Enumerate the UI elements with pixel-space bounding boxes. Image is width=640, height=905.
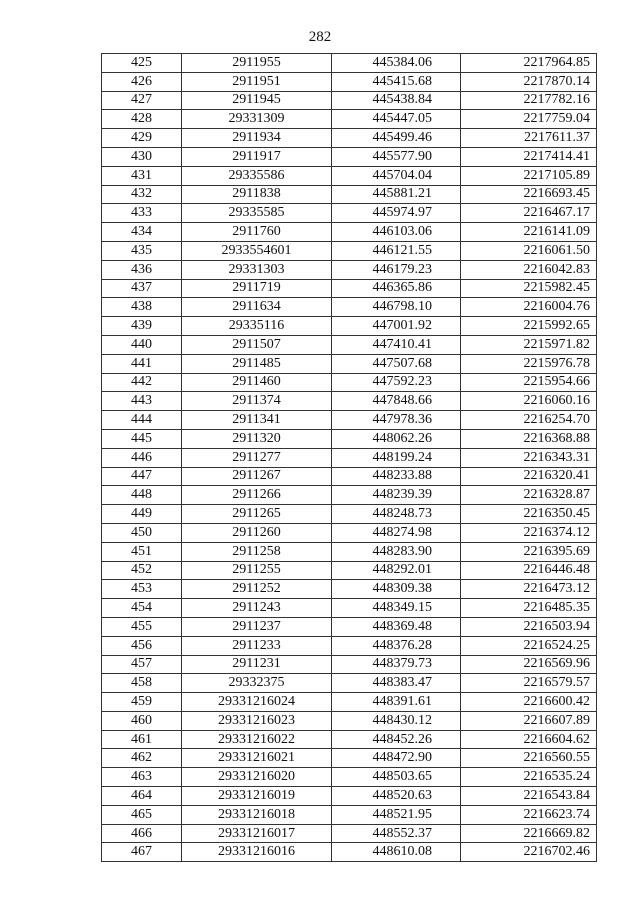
row-index-cell: 456 <box>102 636 182 655</box>
row-index-cell: 464 <box>102 787 182 806</box>
page-number: 282 <box>308 29 332 45</box>
table-row <box>102 749 597 768</box>
row-index-cell: 450 <box>102 523 182 542</box>
coordinates-table-body <box>102 54 597 862</box>
row-index-cell: 441 <box>102 354 182 373</box>
point-id-cell: 29331216024 <box>182 693 332 712</box>
coord-x-cell: 447410.41 <box>332 335 461 354</box>
table-row <box>102 711 597 730</box>
row-index-cell: 425 <box>102 54 182 73</box>
row-index-cell: 426 <box>102 72 182 91</box>
coord-y-cell: 2215971.82 <box>461 335 597 354</box>
coord-x-cell: 445577.90 <box>332 147 461 166</box>
point-id-cell: 2911917 <box>182 147 332 166</box>
point-id-cell: 29335585 <box>182 204 332 223</box>
row-index-cell: 431 <box>102 166 182 185</box>
point-id-cell: 29331216017 <box>182 824 332 843</box>
point-id-cell: 2911237 <box>182 617 332 636</box>
point-id-cell: 2911460 <box>182 373 332 392</box>
coord-y-cell: 2216374.12 <box>461 523 597 542</box>
table-row <box>102 317 597 336</box>
point-id-cell: 2911258 <box>182 542 332 561</box>
row-index-cell: 457 <box>102 655 182 674</box>
table-row <box>102 392 597 411</box>
coord-x-cell: 445704.04 <box>332 166 461 185</box>
point-id-cell: 2911267 <box>182 467 332 486</box>
coord-y-cell: 2216560.55 <box>461 749 597 768</box>
coord-y-cell: 2216535.24 <box>461 768 597 787</box>
table-row <box>102 561 597 580</box>
coordinates-table <box>101 53 597 862</box>
table-row <box>102 542 597 561</box>
point-id-cell: 2911719 <box>182 279 332 298</box>
coord-y-cell: 2216061.50 <box>461 241 597 260</box>
coord-x-cell: 448379.73 <box>332 655 461 674</box>
row-index-cell: 429 <box>102 129 182 148</box>
coord-y-cell: 2216669.82 <box>461 824 597 843</box>
table-row <box>102 411 597 430</box>
coord-x-cell: 448292.01 <box>332 561 461 580</box>
point-id-cell: 29331216023 <box>182 711 332 730</box>
table-row <box>102 373 597 392</box>
row-index-cell: 437 <box>102 279 182 298</box>
row-index-cell: 447 <box>102 467 182 486</box>
coord-x-cell: 448283.90 <box>332 542 461 561</box>
coord-y-cell: 2216320.41 <box>461 467 597 486</box>
point-id-cell: 2911760 <box>182 223 332 242</box>
coord-y-cell: 2216702.46 <box>461 843 597 862</box>
point-id-cell: 2911934 <box>182 129 332 148</box>
point-id-cell: 2911243 <box>182 599 332 618</box>
row-index-cell: 449 <box>102 505 182 524</box>
point-id-cell: 2911252 <box>182 580 332 599</box>
coord-x-cell: 445447.05 <box>332 110 461 129</box>
point-id-cell: 29331216022 <box>182 730 332 749</box>
table-row <box>102 768 597 787</box>
coord-y-cell: 2216467.17 <box>461 204 597 223</box>
table-row <box>102 505 597 524</box>
row-index-cell: 448 <box>102 486 182 505</box>
row-index-cell: 445 <box>102 429 182 448</box>
coord-x-cell: 445974.97 <box>332 204 461 223</box>
table-row <box>102 824 597 843</box>
table-row <box>102 54 597 73</box>
table-row <box>102 805 597 824</box>
coord-y-cell: 2216328.87 <box>461 486 597 505</box>
coord-x-cell: 448369.48 <box>332 617 461 636</box>
point-id-cell: 2911231 <box>182 655 332 674</box>
table-row <box>102 429 597 448</box>
table-row <box>102 674 597 693</box>
row-index-cell: 428 <box>102 110 182 129</box>
table-row <box>102 166 597 185</box>
row-index-cell: 459 <box>102 693 182 712</box>
row-index-cell: 452 <box>102 561 182 580</box>
coord-x-cell: 448472.90 <box>332 749 461 768</box>
point-id-cell: 2911260 <box>182 523 332 542</box>
table-row <box>102 204 597 223</box>
coord-x-cell: 446121.55 <box>332 241 461 260</box>
coord-x-cell: 447001.92 <box>332 317 461 336</box>
point-id-cell: 2911945 <box>182 91 332 110</box>
coord-x-cell: 448610.08 <box>332 843 461 862</box>
coord-y-cell: 2216543.84 <box>461 787 597 806</box>
row-index-cell: 453 <box>102 580 182 599</box>
coord-y-cell: 2216473.12 <box>461 580 597 599</box>
coord-y-cell: 2217611.37 <box>461 129 597 148</box>
coord-y-cell: 2216395.69 <box>461 542 597 561</box>
coord-x-cell: 448430.12 <box>332 711 461 730</box>
coord-x-cell: 448274.98 <box>332 523 461 542</box>
row-index-cell: 451 <box>102 542 182 561</box>
coord-x-cell: 448521.95 <box>332 805 461 824</box>
table-row <box>102 467 597 486</box>
coord-x-cell: 445384.06 <box>332 54 461 73</box>
coord-x-cell: 446365.86 <box>332 279 461 298</box>
point-id-cell: 29335586 <box>182 166 332 185</box>
point-id-cell: 29331216018 <box>182 805 332 824</box>
coord-x-cell: 448349.15 <box>332 599 461 618</box>
table-row <box>102 730 597 749</box>
table-row <box>102 580 597 599</box>
table-row <box>102 655 597 674</box>
table-row <box>102 335 597 354</box>
coord-y-cell: 2217870.14 <box>461 72 597 91</box>
coord-x-cell: 446103.06 <box>332 223 461 242</box>
point-id-cell: 29335116 <box>182 317 332 336</box>
coord-y-cell: 2216350.45 <box>461 505 597 524</box>
table-row <box>102 223 597 242</box>
row-index-cell: 438 <box>102 298 182 317</box>
coord-y-cell: 2215976.78 <box>461 354 597 373</box>
point-id-cell: 2911265 <box>182 505 332 524</box>
coord-x-cell: 447507.68 <box>332 354 461 373</box>
point-id-cell: 2911955 <box>182 54 332 73</box>
coord-y-cell: 2216368.88 <box>461 429 597 448</box>
coord-y-cell: 2216579.57 <box>461 674 597 693</box>
point-id-cell: 2911838 <box>182 185 332 204</box>
table-row <box>102 448 597 467</box>
coord-y-cell: 2216042.83 <box>461 260 597 279</box>
coord-y-cell: 2217782.16 <box>461 91 597 110</box>
coord-y-cell: 2215992.65 <box>461 317 597 336</box>
point-id-cell: 29331216021 <box>182 749 332 768</box>
coord-y-cell: 2215954.66 <box>461 373 597 392</box>
point-id-cell: 29331309 <box>182 110 332 129</box>
coord-y-cell: 2215982.45 <box>461 279 597 298</box>
point-id-cell: 2911277 <box>182 448 332 467</box>
row-index-cell: 465 <box>102 805 182 824</box>
coord-x-cell: 445415.68 <box>332 72 461 91</box>
coord-y-cell: 2216060.16 <box>461 392 597 411</box>
coord-y-cell: 2216446.48 <box>461 561 597 580</box>
row-index-cell: 458 <box>102 674 182 693</box>
coord-x-cell: 448199.24 <box>332 448 461 467</box>
coord-x-cell: 446179.23 <box>332 260 461 279</box>
coord-y-cell: 2216485.35 <box>461 599 597 618</box>
point-id-cell: 2911485 <box>182 354 332 373</box>
table-row <box>102 787 597 806</box>
row-index-cell: 430 <box>102 147 182 166</box>
coord-x-cell: 445881.21 <box>332 185 461 204</box>
point-id-cell: 2911507 <box>182 335 332 354</box>
coord-x-cell: 447848.66 <box>332 392 461 411</box>
row-index-cell: 440 <box>102 335 182 354</box>
coord-x-cell: 445499.46 <box>332 129 461 148</box>
coord-y-cell: 2216254.70 <box>461 411 597 430</box>
table-row <box>102 523 597 542</box>
coord-y-cell: 2216607.89 <box>461 711 597 730</box>
coord-y-cell: 2216141.09 <box>461 223 597 242</box>
row-index-cell: 446 <box>102 448 182 467</box>
row-index-cell: 442 <box>102 373 182 392</box>
table-row <box>102 636 597 655</box>
row-index-cell: 444 <box>102 411 182 430</box>
point-id-cell: 2911341 <box>182 411 332 430</box>
coord-x-cell: 448452.26 <box>332 730 461 749</box>
coord-y-cell: 2216569.96 <box>461 655 597 674</box>
coord-x-cell: 448233.88 <box>332 467 461 486</box>
point-id-cell: 2911233 <box>182 636 332 655</box>
row-index-cell: 427 <box>102 91 182 110</box>
coord-x-cell: 448391.61 <box>332 693 461 712</box>
row-index-cell: 466 <box>102 824 182 843</box>
point-id-cell: 29331216020 <box>182 768 332 787</box>
coord-x-cell: 448376.28 <box>332 636 461 655</box>
point-id-cell: 29331216016 <box>182 843 332 862</box>
table-row <box>102 260 597 279</box>
row-index-cell: 454 <box>102 599 182 618</box>
coord-y-cell: 2216524.25 <box>461 636 597 655</box>
coord-y-cell: 2217964.85 <box>461 54 597 73</box>
coord-y-cell: 2216343.31 <box>461 448 597 467</box>
point-id-cell: 2911374 <box>182 392 332 411</box>
point-id-cell: 29332375 <box>182 674 332 693</box>
point-id-cell: 29331216019 <box>182 787 332 806</box>
coord-y-cell: 2216503.94 <box>461 617 597 636</box>
table-row <box>102 693 597 712</box>
point-id-cell: 2911266 <box>182 486 332 505</box>
row-index-cell: 433 <box>102 204 182 223</box>
coord-x-cell: 448248.73 <box>332 505 461 524</box>
point-id-cell: 2933554601 <box>182 241 332 260</box>
table-row <box>102 486 597 505</box>
table-row <box>102 843 597 862</box>
table-row <box>102 279 597 298</box>
table-row <box>102 72 597 91</box>
coord-y-cell: 2216004.76 <box>461 298 597 317</box>
coord-x-cell: 446798.10 <box>332 298 461 317</box>
coord-x-cell: 447592.23 <box>332 373 461 392</box>
coord-x-cell: 448552.37 <box>332 824 461 843</box>
coord-y-cell: 2216604.62 <box>461 730 597 749</box>
point-id-cell: 2911255 <box>182 561 332 580</box>
coord-y-cell: 2217105.89 <box>461 166 597 185</box>
table-row <box>102 354 597 373</box>
coord-y-cell: 2217759.04 <box>461 110 597 129</box>
coord-y-cell: 2216693.45 <box>461 185 597 204</box>
point-id-cell: 29331303 <box>182 260 332 279</box>
table-row <box>102 147 597 166</box>
row-index-cell: 462 <box>102 749 182 768</box>
table-row <box>102 617 597 636</box>
coord-x-cell: 448239.39 <box>332 486 461 505</box>
point-id-cell: 2911634 <box>182 298 332 317</box>
coord-x-cell: 448503.65 <box>332 768 461 787</box>
row-index-cell: 435 <box>102 241 182 260</box>
row-index-cell: 467 <box>102 843 182 862</box>
row-index-cell: 455 <box>102 617 182 636</box>
coord-y-cell: 2217414.41 <box>461 147 597 166</box>
row-index-cell: 463 <box>102 768 182 787</box>
row-index-cell: 432 <box>102 185 182 204</box>
coord-y-cell: 2216600.42 <box>461 693 597 712</box>
coord-x-cell: 447978.36 <box>332 411 461 430</box>
table-row <box>102 129 597 148</box>
table-row <box>102 298 597 317</box>
table-row <box>102 599 597 618</box>
coord-y-cell: 2216623.74 <box>461 805 597 824</box>
coord-x-cell: 445438.84 <box>332 91 461 110</box>
point-id-cell: 2911320 <box>182 429 332 448</box>
table-row <box>102 241 597 260</box>
coord-x-cell: 448309.38 <box>332 580 461 599</box>
coord-x-cell: 448383.47 <box>332 674 461 693</box>
coord-x-cell: 448062.26 <box>332 429 461 448</box>
row-index-cell: 439 <box>102 317 182 336</box>
row-index-cell: 461 <box>102 730 182 749</box>
row-index-cell: 436 <box>102 260 182 279</box>
table-row <box>102 110 597 129</box>
table-row <box>102 185 597 204</box>
row-index-cell: 443 <box>102 392 182 411</box>
row-index-cell: 460 <box>102 711 182 730</box>
point-id-cell: 2911951 <box>182 72 332 91</box>
table-row <box>102 91 597 110</box>
coord-x-cell: 448520.63 <box>332 787 461 806</box>
row-index-cell: 434 <box>102 223 182 242</box>
